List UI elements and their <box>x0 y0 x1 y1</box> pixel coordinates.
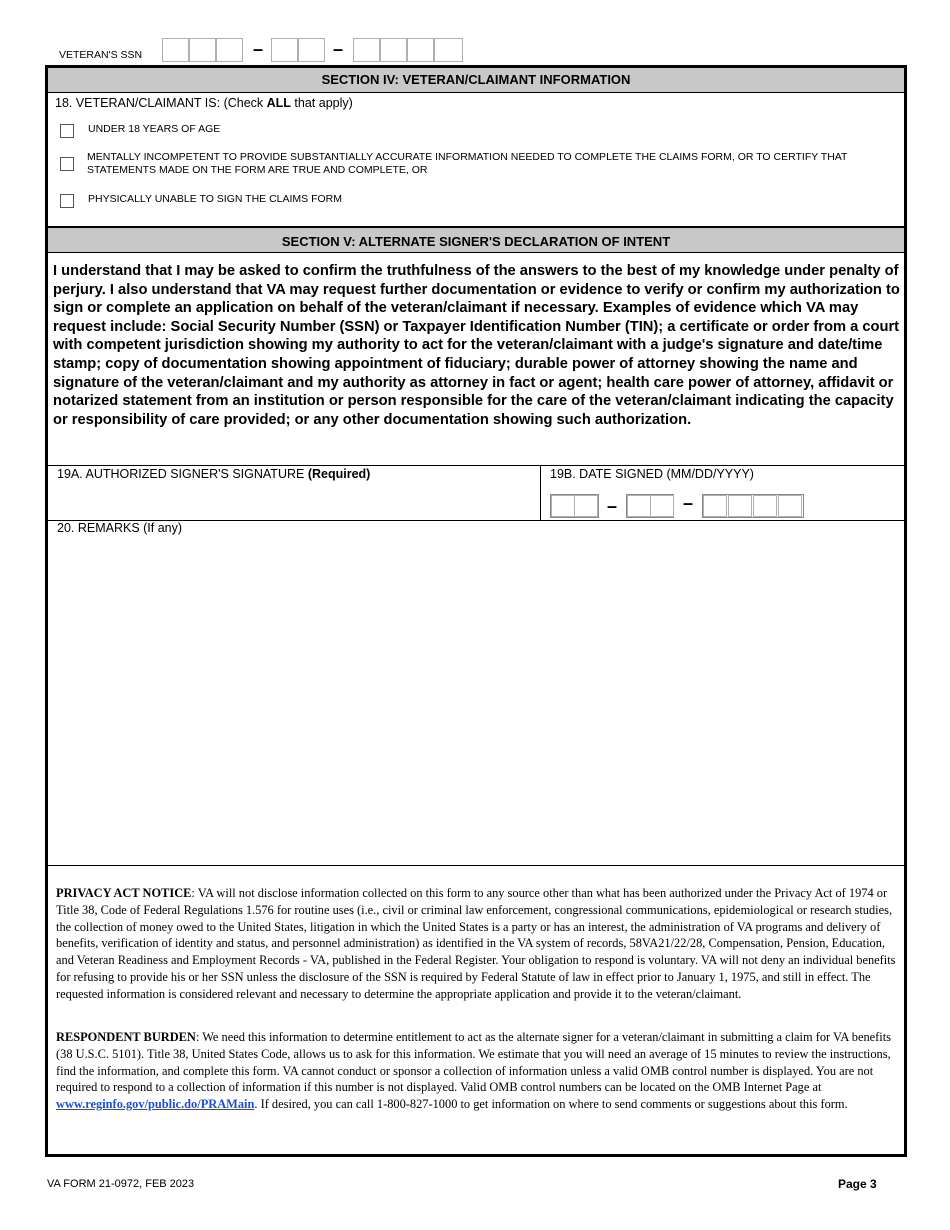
date-digit[interactable] <box>650 495 674 517</box>
reginfo-link[interactable]: www.reginfo.gov/public.do/PRAMain <box>56 1097 255 1112</box>
ssn-digit[interactable] <box>189 38 216 62</box>
ssn-digit[interactable] <box>216 38 243 62</box>
option-mentally-incompetent-label: MENTALLY INCOMPETENT TO PROVIDE SUBSTANTIALLY ACCURATE INFORMATION NEEDED TO COMPLETE THE CLAIMS FORM, OR TO CERTIFY THAT STATEMENTS MADE ON THE FORM ARE TRUE AND COMPLETE, OR <box>87 151 848 176</box>
date-signed-label: 19B. DATE SIGNED (MM/DD/YYYY) <box>550 467 754 481</box>
ssn-digit[interactable] <box>298 38 325 62</box>
declaration-text: I understand that I may be asked to confirm the truthfulness of the answers to the best of my knowledge under penalty of perjury. I also understand that VA may request further documentation or evidence to verify or confirm my authorization to sign or complete an application on behalf of the veteran/claimant if necessary. Examples of evidence which VA may request include: Social Security Number (SSN) or Taxpayer Identification Number (TIN); a certificate or order from a court with competent jurisdiction showing my authority to act for the veteran/claimant with a judge's signature and date/time stamp; copy of documentation showing appointment of fiduciary; durable power of attorney showing the name and signature of the veteran/claimant and my authority as attorney in fact or agent; health care power of attorney, affidavit or notarized statement from an institution or person responsible for the care of the veteran/claimant indicating the capacity or responsibility of care provided; or any other documentation showing such authorization. <box>53 263 900 428</box>
form-id: VA FORM 21-0972, FEB 2023 <box>47 1178 195 1190</box>
checkbox-physically-unable[interactable] <box>60 194 74 208</box>
question-18-label: 18. VETERAN/CLAIMANT IS: (Check ALL that apply) <box>55 96 353 110</box>
section-4-header: SECTION IV: VETERAN/CLAIMANT INFORMATION <box>48 68 904 93</box>
date-digit[interactable] <box>574 495 598 517</box>
date-dash: – <box>683 493 694 513</box>
divider <box>540 465 541 521</box>
page-number: Page 3 <box>838 1177 877 1191</box>
date-digit[interactable] <box>703 495 727 517</box>
checkbox-under-18[interactable] <box>60 124 74 138</box>
signature-label: 19A. AUTHORIZED SIGNER'S SIGNATURE (Required) <box>57 467 371 481</box>
ssn-dash: – <box>333 39 344 59</box>
date-digit[interactable] <box>728 495 752 517</box>
ssn-digit[interactable] <box>380 38 407 62</box>
ssn-label: VETERAN'S SSN <box>59 49 143 61</box>
option-under-18-label: UNDER 18 YEARS OF AGE <box>88 123 221 135</box>
section-5-header: SECTION V: ALTERNATE SIGNER'S DECLARATION OF INTENT <box>48 226 904 253</box>
date-digit[interactable] <box>627 495 651 517</box>
ssn-dash: – <box>253 39 264 59</box>
ssn-digit[interactable] <box>407 38 434 62</box>
remarks-field[interactable] <box>48 538 904 864</box>
date-dash: – <box>607 496 618 516</box>
ssn-digit[interactable] <box>353 38 380 62</box>
ssn-digit[interactable] <box>271 38 298 62</box>
divider <box>48 465 904 466</box>
date-digit[interactable] <box>753 495 777 517</box>
option-physically-unable-label: PHYSICALLY UNABLE TO SIGN THE CLAIMS FORM <box>88 193 343 205</box>
checkbox-mentally-incompetent[interactable] <box>60 157 74 171</box>
date-digit[interactable] <box>551 495 575 517</box>
signature-field[interactable] <box>48 482 539 520</box>
ssn-digit[interactable] <box>162 38 189 62</box>
respondent-burden-notice: RESPONDENT BURDEN: We need this information to determine entitlement to act as the alternate signer for a veteran/claimant in submitting a claim for VA benefits (38 U.S.C. 5101). Title 38, United States Code, allows us to ask for this information. We estimate that you will need an average of 15 minutes to review the instructions, find the information, and complete this form. VA cannot conduct or sponsor a collection of information unless a valid OMB control number is displayed. You are not required to respond to a collection of information if this number is not displayed. Valid OMB control numbers can be located on the OMB Internet Page at www.reginfo.gov/public.do/PRAMain. If desired, you can call 1-800-827-1000 to get information on where to send comments or suggestions about this form. <box>56 1030 891 1112</box>
ssn-digit[interactable] <box>434 38 463 62</box>
divider <box>48 865 904 866</box>
privacy-act-notice: PRIVACY ACT NOTICE: VA will not disclose information collected on this form to any source other than what has been authorized under the Privacy Act of 1974 or Title 38, Code of Federal Regulations 1.576 for routine uses (i.e., civil or criminal law enforcement, congressional communications, epidemiological or research studies, the collection of money owed to the United States, litigation in which the United States is a party or has an interest, the administration of VA programs and delivery of benefits, verification of identity and status, and personnel administration) as identified in the VA system of records, 58VA21/22/28, Compensation, Pension, Education, and Veteran Readiness and Employment Records - VA, published in the Federal Register. Your obligation to respond is voluntary. VA will not deny an individual benefits for refusing to provide his or her SSN unless the disclosure of the SSN is required by Federal Statute of law in effect prior to January 1, 1975, and still in effect. The requested information is considered relevant and necessary to determine the appropriate application and provide it to the veteran/claimant. <box>56 886 896 1001</box>
remarks-label: 20. REMARKS (If any) <box>57 521 183 535</box>
date-digit[interactable] <box>778 495 802 517</box>
